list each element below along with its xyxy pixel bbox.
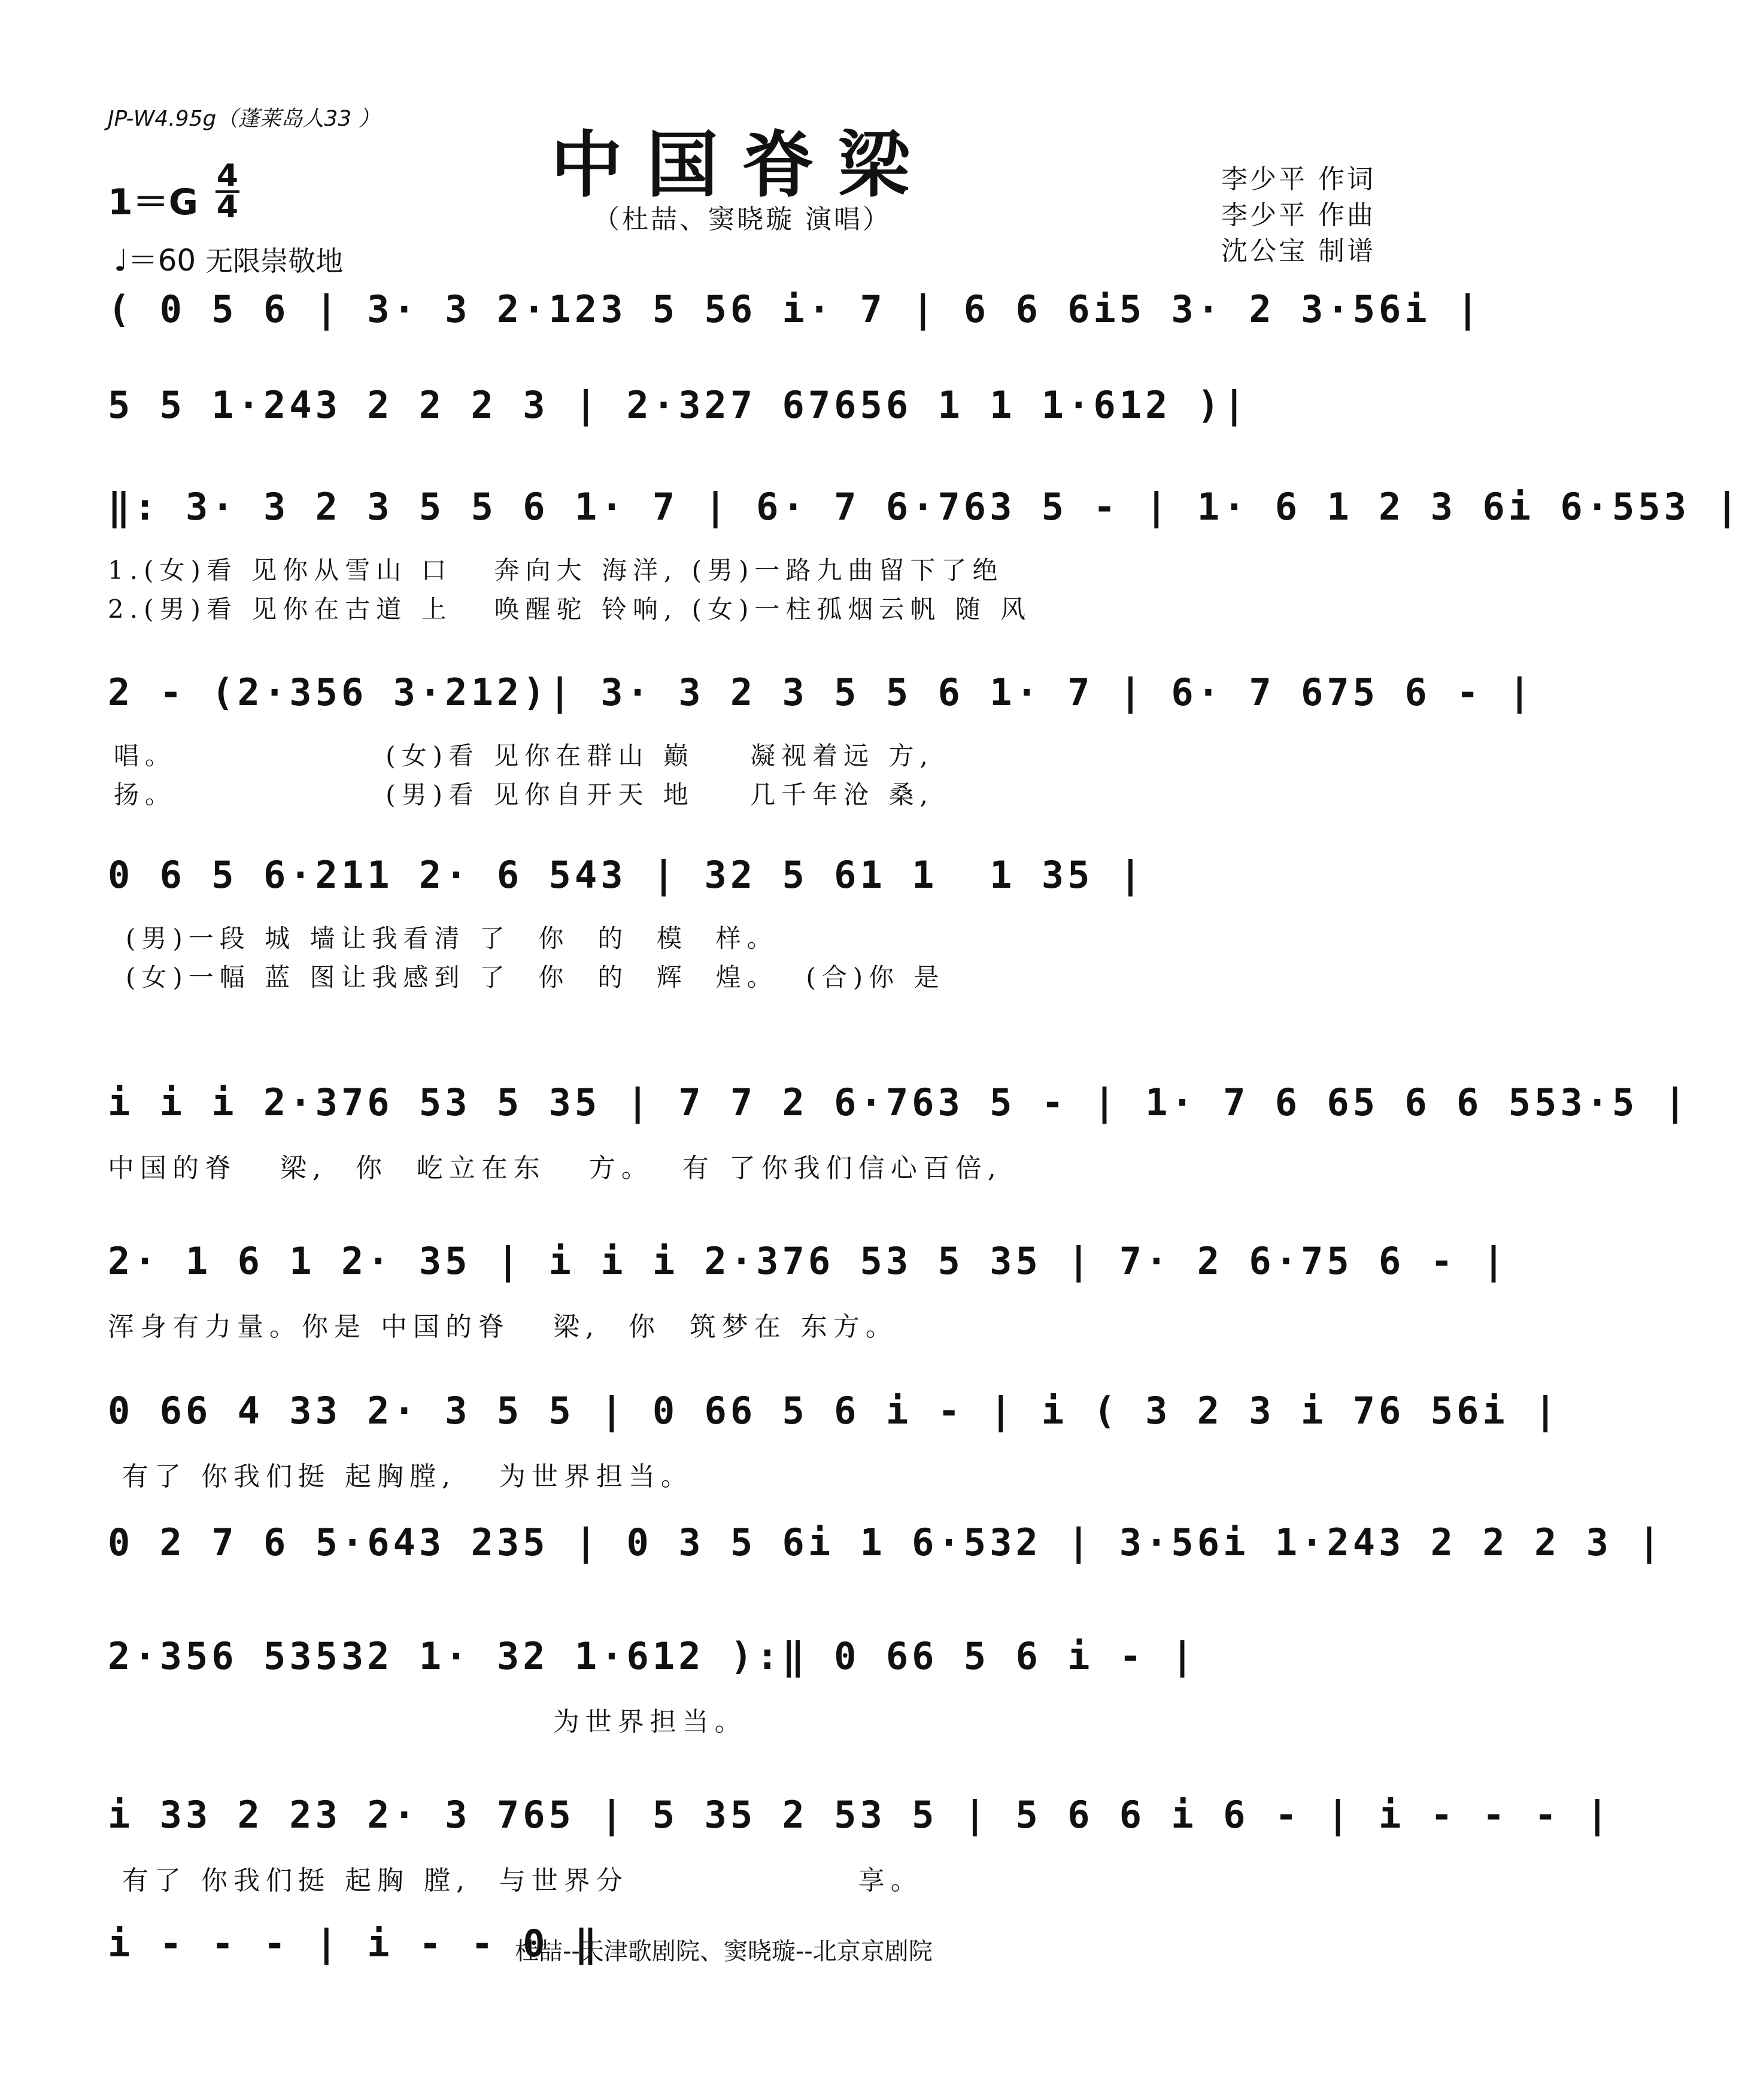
lyric-line-2: (女)一幅 蓝 图让我感到 了 你 的 辉 煌。 (合)你 是 xyxy=(126,963,945,992)
credits xyxy=(1221,162,1376,269)
lyric-line-1: 浑身有力量。你是 中国的脊 梁, 你 筑梦在 东方。 xyxy=(108,1312,898,1342)
notation-line: ‖: 3· 3 2 3 5 5 6 1· 7 | 6· 7 6·763 5 - | 1· 6 1 2 3 6i 6·553 | xyxy=(108,485,1742,529)
performer-note: 杜喆--天津歌剧院、窦晓璇--北京京剧院 xyxy=(515,1938,933,1965)
music-system-9 xyxy=(108,1521,1664,1598)
lyric-line-1: 唱。 (女)看 见你在群山 巅 凝视着远 方, xyxy=(114,741,934,770)
time-signature xyxy=(216,158,239,225)
lyric-line-1: 有了 你我们挺 起胸 膛, 与世界分 享。 xyxy=(108,1865,923,1896)
notation-line: i 33 2 23 2· 3 765 | 5 35 2 53 5 | 5 6 6 i 6 - | i - - - | xyxy=(108,1793,1612,1837)
lyric-line-1: 中国的脊 梁, 你 屹立在东 方。 有 了你我们信心百倍, xyxy=(108,1153,1002,1183)
music-system-8 xyxy=(108,1389,1561,1492)
lyric-line-1: (男)一段 城 墙让我看清 了 你 的 模 样。 xyxy=(126,924,778,953)
notation-line: i - - - | i - - 0 ‖ xyxy=(108,1922,601,1965)
credit-lyricist: 李少平 作词 xyxy=(1221,164,1376,195)
subtitle: （杜喆、窦晓璇 演唱） xyxy=(593,204,891,235)
lyric-line-2: 扬。 (男)看 见你自开天 地 几千年沧 桑, xyxy=(114,780,934,809)
lyric-line-1: 有了 你我们挺 起胸膛, 为世界担当。 xyxy=(108,1461,693,1492)
notation-line: ( 0 5 6 | 3· 3 2·123 5 56 i· 7 | 6 6 6i5 3· 2 3·56i | xyxy=(108,287,1483,331)
music-system-4 xyxy=(108,670,1534,809)
tempo-text: 无限崇敬地 xyxy=(205,245,344,277)
notation-line: 5 5 1·243 2 2 2 3 | 2·327 67656 1 1 1·612 )| xyxy=(108,383,1249,427)
page-title: 中国脊梁 xyxy=(551,123,934,207)
time-signature-top: 4 xyxy=(216,158,239,194)
music-system-1 xyxy=(108,287,1483,365)
meta-info: JP-W4.95g（蓬莱岛人33 ） xyxy=(108,107,380,131)
music-system-10 xyxy=(108,1634,1377,1737)
key-signature: 1＝G xyxy=(108,181,198,223)
music-system-11 xyxy=(108,1793,1612,1896)
tempo-marking xyxy=(114,236,343,280)
credit-composer: 李少平 作曲 xyxy=(1221,200,1376,230)
music-system-6 xyxy=(108,1081,1690,1183)
notation-line: 0 66 4 33 2· 3 5 5 | 0 66 5 6 i - | i ( 3 2 3 i 76 56i | xyxy=(108,1389,1561,1433)
time-signature-bottom: 4 xyxy=(216,189,239,225)
music-system-2 xyxy=(108,383,1377,461)
notation-line: 2· 1 6 1 2· 35 | i i i 2·376 53 5 35 | 7· 2 6·75 6 - | xyxy=(108,1239,1509,1283)
music-system-5 xyxy=(108,853,1377,992)
lyric-line-2: 2.(男)看 见你在古道 上 唤醒驼 铃响, (女)一柱孤烟云帆 随 风 xyxy=(108,594,1032,624)
music-system-12 xyxy=(108,1922,601,1999)
lyric-line-1: 1.(女)看 见你从雪山 口 奔向大 海洋, (男)一路九曲留下了绝 xyxy=(108,556,1004,585)
notation-line: 2 - (2·356 3·212)| 3· 3 2 3 5 5 6 1· 7 | 6· 7 675 6 - | xyxy=(108,670,1534,714)
notation-line: 0 2 7 6 5·643 235 | 0 3 5 6i 1 6·532 | 3·56i 1·243 2 2 2 3 | xyxy=(108,1521,1664,1564)
notation-line: i i i 2·376 53 5 35 | 7 7 2 6·763 5 - | 1· 7 6 65 6 6 553·5 | xyxy=(108,1081,1690,1124)
music-system-7 xyxy=(108,1239,1509,1342)
notation-line: 2·356 53532 1· 32 1·612 ):‖ 0 66 5 6 i - | xyxy=(108,1634,1197,1678)
lyric-line-1: 为世界担当。 xyxy=(108,1707,747,1737)
credit-transcriber: 沈公宝 制谱 xyxy=(1221,236,1376,266)
tempo-mark: ♩＝60 xyxy=(114,243,196,278)
music-system-3 xyxy=(108,485,1742,624)
notation-line: 0 6 5 6·211 2· 6 543 | 32 5 61 1 1 35 | xyxy=(108,853,1146,897)
